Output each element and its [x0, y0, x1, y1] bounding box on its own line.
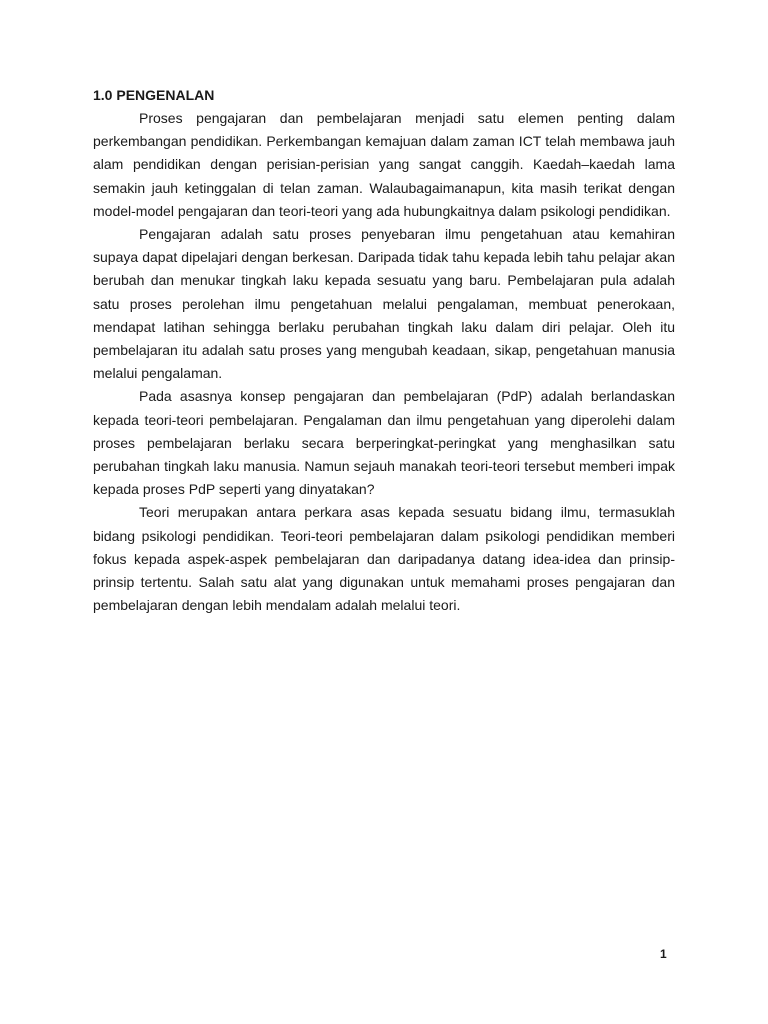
paragraph-1: Proses pengajaran dan pembelajaran menjadi satu elemen penting dalam perkembangan pendidikan. Perkembangan kemajuan dalam zaman ICT telah membawa jauh alam pendidikan dengan perisian-perisian yang sangat canggih. Kaedah–kaedah lama semakin jauh ketinggalan di telan zaman. Walaubagaimanapun, kita masih terikat dengan model-model pengajaran dan teori-teori yang ada hubungkaitnya dalam psikologi pendidikan. — [93, 110, 675, 219]
paragraph-3: Pada asasnya konsep pengajaran dan pembelajaran (PdP) adalah berlandaskan kepada teori-teori pembelajaran. Pengalaman dan ilmu pengetahuan yang diperolehi dalam proses pembelajaran berlaku secara berperingkat-peringkat yang menghasilkan satu perubahan tingkah laku manusia. Namun sejauh manakah teori-teori tersebut memberi impak kepada proses PdP seperti yang dinyatakan? — [93, 388, 675, 498]
document-page — [93, 83, 675, 617]
page-number: 1 — [660, 947, 667, 961]
paragraph-2: Pengajaran adalah satu proses penyebaran ilmu pengetahuan atau kemahiran supaya dapat dipelajari dengan berkesan. Daripada tidak tahu kepada lebih tahu pelajar akan berubah dan menukar tingkah laku kepada sesuatu yang baru. Pembelajaran pula adalah satu proses perolehan ilmu pengetahuan melalui pengalaman, membuat penerokaan, mendapat latihan sehingga berlaku perubahan tingkah laku dalam diri pelajar. Oleh itu pembelajaran itu adalah satu proses yang mengubah keadaan, sikap, pengetahuan manusia melalui pengalaman. — [93, 226, 675, 382]
section-heading: 1.0 PENGENALAN — [93, 87, 215, 103]
paragraph-4: Teori merupakan antara perkara asas kepada sesuatu bidang ilmu, termasuklah bidang psikologi pendidikan. Teori-teori pembelajaran dalam psikologi pendidikan memberi fokus kepada aspek-aspek pembelajaran dan daripadanya datang idea-idea dan prinsip-prinsip tertentu. Salah satu alat yang digunakan untuk memahami proses pengajaran dan pembelajaran dengan lebih mendalam adalah melalui teori. — [93, 504, 675, 614]
